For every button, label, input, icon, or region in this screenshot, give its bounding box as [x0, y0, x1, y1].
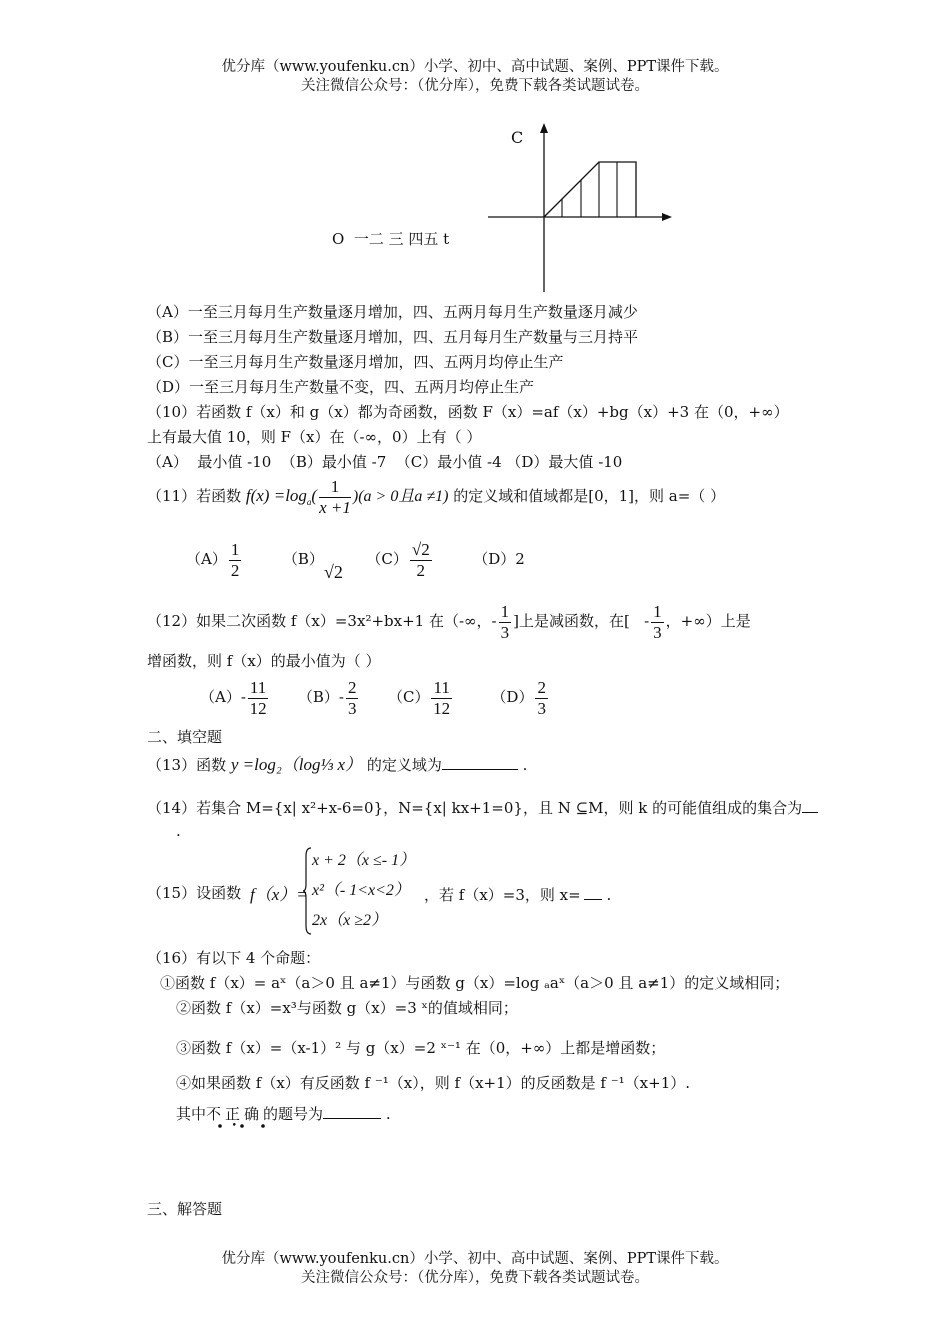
q16-final-emphasis: 不正确	[206, 1105, 264, 1123]
q11-prefix: （11）若函数	[147, 487, 242, 505]
q11-opt-a-frac	[229, 540, 242, 581]
q16-final-suffix: 的题号为	[263, 1105, 324, 1123]
q11-suffix: 的定义域和值域都是[0，1]，则 a=（ ）	[453, 487, 726, 505]
q12-opt-c-den: 12	[433, 698, 451, 718]
q12-opt-a-frac	[248, 678, 268, 719]
footer-line-1: 优分库（www.youfenku.cn）小学、初中、高中试题、案例、PPT课件下载。	[221, 1251, 729, 1267]
q16-final-prefix: 其中	[176, 1105, 207, 1123]
q11-condition: )(a > 0且a ≠1)	[352, 488, 449, 505]
q13	[147, 752, 527, 778]
q11-opt-d: （D）2	[473, 550, 525, 568]
y-axis-arrow	[540, 123, 548, 133]
q11-frac-num: 1	[319, 477, 351, 498]
header-line-1: 优分库（www.youfenku.cn）小学、初中、高中试题、案例、PPT课件下载。	[221, 59, 729, 75]
q12-opt-c: （C）	[388, 688, 430, 706]
q15-end: .	[606, 886, 612, 904]
q12-frac-2-den: 3	[653, 622, 662, 642]
q11-opt-b: （B）	[282, 550, 324, 568]
q11-opt-a-num: 1	[230, 539, 240, 559]
q13-expr: y =log₂（log⅓ x）	[230, 755, 363, 774]
q9-option-b: （B）一至三月每月生产数量逐月增加，四、五月每月生产数量与三月持平	[147, 328, 639, 346]
q12-stem	[147, 598, 751, 644]
q11-opt-a-den: 2	[230, 560, 240, 580]
q15-case-1: x + 2（x ≤- 1）	[312, 852, 416, 869]
q12-frac-1-den: 3	[500, 622, 510, 642]
q12-opt-d-frac	[535, 678, 548, 719]
q11-options	[186, 536, 525, 595]
q12-frac-2-num: 1	[653, 601, 662, 621]
q12-mid: ]上是减函数，在[ -	[513, 612, 650, 630]
q13-answer-blank[interactable]	[442, 755, 518, 770]
q12-frac-2	[651, 602, 664, 643]
q16-proposition-1: ①函数 f（x）= aˣ（a＞0 且 a≠1）与函数 g（x）=log ₐaˣ（a＞0 且 a≠1）的定义域相同；	[160, 974, 790, 992]
q16-answer-blank[interactable]	[323, 1104, 381, 1119]
q11-frac-den: x +1	[319, 497, 351, 517]
emphasis-dots-svg	[216, 1121, 276, 1131]
q12-options	[200, 672, 550, 722]
emphasis-dots	[216, 1121, 276, 1134]
q11-fraction	[319, 477, 351, 518]
q12-opt-b-den: 3	[347, 698, 357, 718]
x-axis-arrow	[662, 213, 672, 221]
q12-opt-b: （B）-	[297, 688, 344, 706]
q15-prefix: （15）设函数	[147, 884, 242, 902]
figure-x-label: O 一二 三 四五 t	[332, 230, 450, 248]
q11-opt-b-val: √2	[323, 562, 343, 582]
q12-opt-d-num: 2	[537, 677, 546, 697]
q12-frac-1	[499, 602, 512, 643]
q11-opt-c-frac	[410, 540, 432, 581]
q15-suffix: ，若 f（x）=3，则 x=	[424, 886, 581, 904]
q12-opt-d: （D）	[491, 688, 534, 706]
q12-prefix: （12）如果二次函数 f（x）=3x²+bx+1 在（-∞，-	[147, 612, 497, 630]
q15-tail	[424, 884, 611, 905]
q13-suffix: 的定义域为	[366, 756, 442, 774]
q12-opt-c-frac	[431, 678, 451, 719]
q11-opt-c-den: 2	[416, 560, 426, 580]
q11-stem: （11）若函数 $f(x) =\log_a$( $\frac{1}{x +1}$ )(a > 0且a ≠1) 的定义域和值域都是[0，1]，则 a=（ ）	[147, 476, 726, 517]
q16-proposition-3: ③函数 f（x）=（x-1）² 与 g（x）=2 ˣ⁻¹ 在（0，+∞）上都是增函数；	[176, 1039, 666, 1057]
q16-final	[176, 1103, 391, 1124]
q9-option-d: （D）一至三月每月生产数量不变，四、五两月均停止生产	[147, 378, 535, 396]
graph-curve	[544, 162, 636, 217]
q10-options: （A） 最小值 -10 （B）最小值 -7 （C）最小值 -4 （D）最大值 -10	[147, 453, 623, 471]
q10-line-1: （10）若函数 f（x）和 g（x）都为奇函数，函数 F（x）=af（x）+bg（x）+3 在（0，+∞）	[147, 403, 789, 421]
q12-opt-d-den: 3	[537, 698, 546, 718]
q16-title: （16）有以下 4 个命题：	[147, 949, 321, 967]
q15-func: f（x）=	[250, 885, 308, 904]
q11-opt-a: （A）	[186, 550, 227, 568]
q15-brace	[302, 846, 312, 936]
q16-proposition-2: ②函数 f（x）=x³与函数 g（x）=3 ˣ的值域相同；	[176, 999, 518, 1017]
q12-line-2: 增函数，则 f（x）的最小值为（ ）	[147, 652, 381, 670]
q10-line-2: 上有最大值 10，则 F（x）在（-∞，0）上有（ ）	[147, 428, 482, 446]
q12-frac-1-num: 1	[500, 601, 510, 621]
section-3-title: 三、解答题	[147, 1200, 223, 1218]
q11-opt-c-num: √2	[411, 539, 430, 559]
q14-line-2: .	[176, 822, 181, 840]
q9-option-a: （A）一至三月每月生产数量逐月增加，四、五两月每月生产数量逐月减少	[147, 303, 638, 321]
q16-proposition-4: ④如果函数 f（x）有反函数 f ⁻¹（x），则 f（x+1）的反函数是 f ⁻¹（x+1）.	[176, 1074, 691, 1092]
q12-opt-a-den: 12	[249, 698, 267, 718]
q11-opt-c: （C）	[366, 550, 408, 568]
q15-brace-svg	[302, 846, 312, 936]
q15-answer-blank[interactable]	[584, 885, 602, 900]
section-2-title: 二、填空题	[147, 728, 223, 746]
q11-base: a	[306, 497, 312, 507]
q9-option-c: （C）一至三月每月生产数量逐月增加，四、五两月均停止生产	[147, 353, 564, 371]
q13-end: .	[522, 756, 528, 774]
q15-case-3: 2x（x ≥2）	[312, 912, 387, 929]
q12-suffix: ，+∞）上是	[665, 612, 751, 630]
figure-y-label: C	[511, 128, 524, 147]
q12-opt-b-num: 2	[347, 677, 357, 697]
q16-final-end: .	[385, 1105, 391, 1123]
q14-text: （14）若集合 M={x| x²+x-6=0}，N={x| kx+1=0}，且 N ⊆M，则 k 的可能值组成的集合为	[147, 799, 803, 817]
q11-func: f(x) =log	[245, 486, 307, 505]
q12-opt-b-frac	[346, 678, 359, 719]
q12-opt-c-num: 11	[433, 677, 450, 697]
q15-case-2: x²（- 1<x<2）	[312, 882, 410, 899]
footer-line-2: 关注微信公众号：（优分库），免费下载各类试题试卷。	[301, 1270, 649, 1286]
q13-prefix: （13）函数	[147, 756, 227, 774]
q14-answer-blank[interactable]	[802, 798, 818, 813]
q12-opt-a-num: 11	[249, 677, 267, 697]
q12-opt-a: （A）-	[200, 688, 246, 706]
header-line-2: 关注微信公众号：（优分库），免费下载各类试题试卷。	[301, 78, 649, 94]
q14-line-1	[147, 797, 818, 818]
